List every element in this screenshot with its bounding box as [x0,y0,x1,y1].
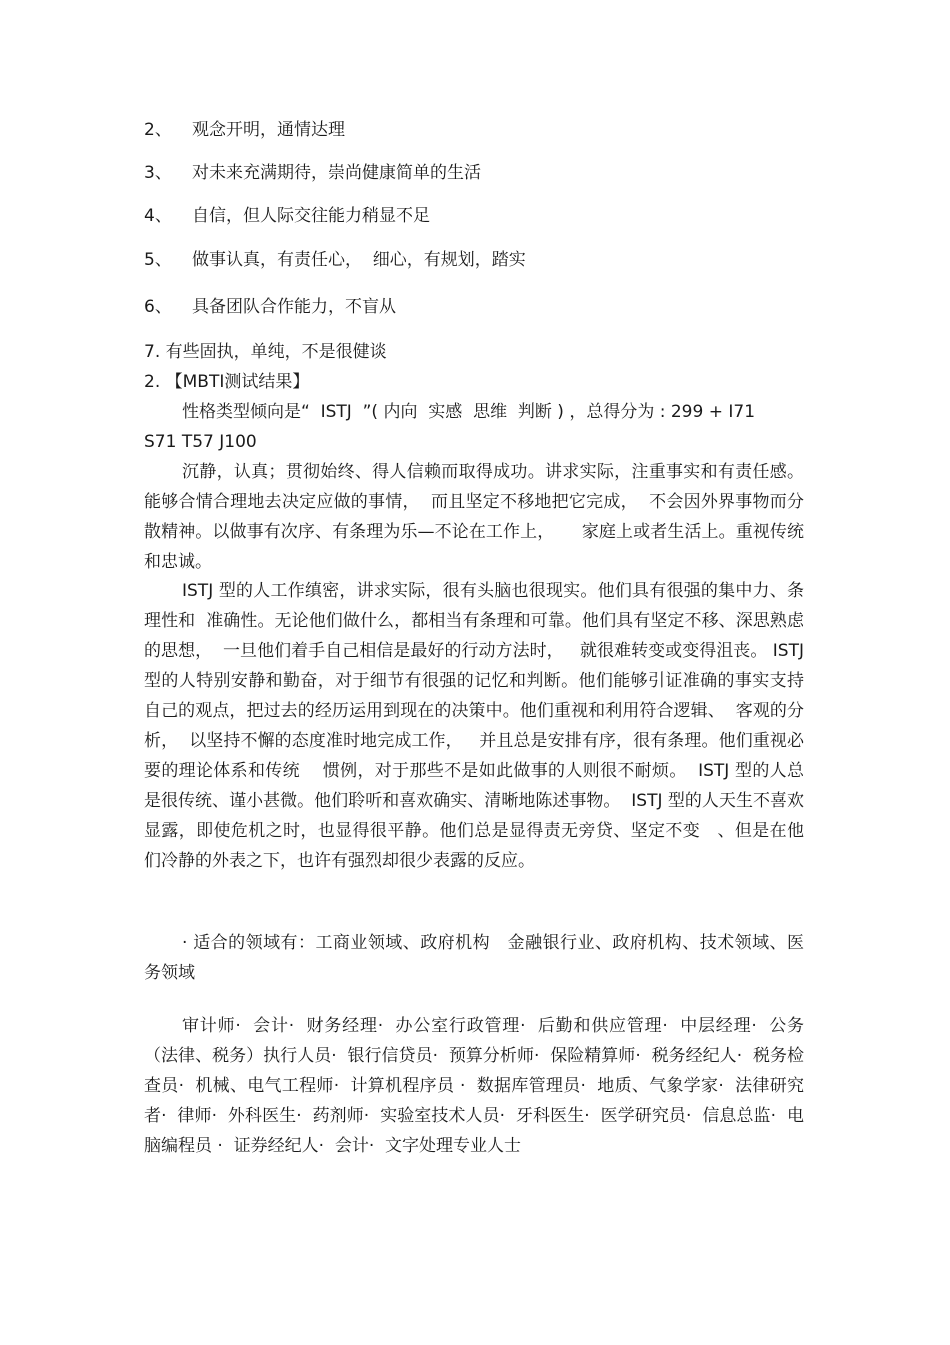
list-item [144,250,526,270]
list-number: 3、 [144,163,172,183]
list-text: 观念开明，通情达理 [192,120,345,140]
list-number: 2、 [144,120,172,140]
paragraph-description: 沉静，认真；贯彻始终、得人信赖而取得成功。讲求实际，注重事实和有责任感。能够合情合理地去决定应做的事情， 而且坚定不移地把它完成， 不会因外界事物而分散精神。以做事有次序、有条理为乐—不论在工作上， 家庭上或者生活上。重视传统和忠诚。 [144,462,804,572]
list-text: 自信，但人际交往能力稍显不足 [192,206,430,226]
list-number: 4、 [144,206,172,226]
section-title: 2. 【MBTI测试结果】 [144,372,310,392]
list-item [144,206,430,226]
list-text: 做事认真，有责任心， 细心，有规划，踏实 [192,250,526,270]
list-text: 具备团队合作能力，不盲从 [192,297,396,317]
paragraph-istj-traits: ISTJ 型的人工作缜密，讲求实际，很有头脑也很现实。他们具有很强的集中力、条理性和 准确性。无论他们做什么，都相当有条理和可靠。他们具有坚定不移、深思熟虑的思想， 一旦他们着手自己相信是最好的行动方法时， 就很难转变或变得沮丧。 ISTJ 型的人特别安静和勤奋，对于细节有很强的记忆和判断。他们能够引证准确的事实支持自己的观点，把过去的经历运用到现在的决策中。他们重视和利用符合逻辑、 客观的分析， 以坚持不懈的态度准时地完成工作， 并且总是安排有序，很有条理。他们重视必要的理论体系和传统 惯例，对于那些不是如此做事的人则很不耐烦。 ISTJ 型的人总是很传统、谨小甚微。他们聆听和喜欢确实、清晰地陈述事物。 ISTJ 型的人天生不喜欢显露，即使危机之时，也显得很平静。他们总是显得责无旁贷、坚定不变 、但是在他们冷静的外表之下，也许有强烈却很少表露的反应。 [144,581,810,871]
list-item-7: 7. 有些固执，单纯，不是很健谈 [144,342,387,362]
list-number: 6、 [144,297,172,317]
result-scores: S71 T57 J100 [144,432,257,452]
list-text: 对未来充满期待，崇尚健康简单的生活 [192,163,481,183]
paragraph-suitable-jobs: 审计师· 会计· 财务经理· 办公室行政管理· 后勤和供应管理· 中层经理· 公务（法律、税务）执行人员· 银行信贷员· 预算分析师· 保险精算师· 税务经纪人· 税务检查员· 机械、电气工程师· 计算机程序员 · 数据库管理员· 地质、气象学家· 法律研究者· 律师· 外科医生· 药剂师· 实验室技术人员· 牙科医生· 医学研究员· 信息总监· 电脑编程员 · 证券经纪人· 会计· 文字处理专业人士 [144,1016,804,1156]
list-item [144,163,481,183]
list-item [144,120,345,140]
list-number: 5、 [144,250,172,270]
result-line: 性格类型倾向是“ ISTJ ”( 内向 实感 思维 判断 ) ，总得分为 : 299 + I71 [182,402,756,422]
list-item [144,297,396,317]
paragraph-suitable-fields: · 适合的领域有：工商业领域、政府机构 金融银行业、政府机构、技术领域、医务领域 [144,933,804,983]
